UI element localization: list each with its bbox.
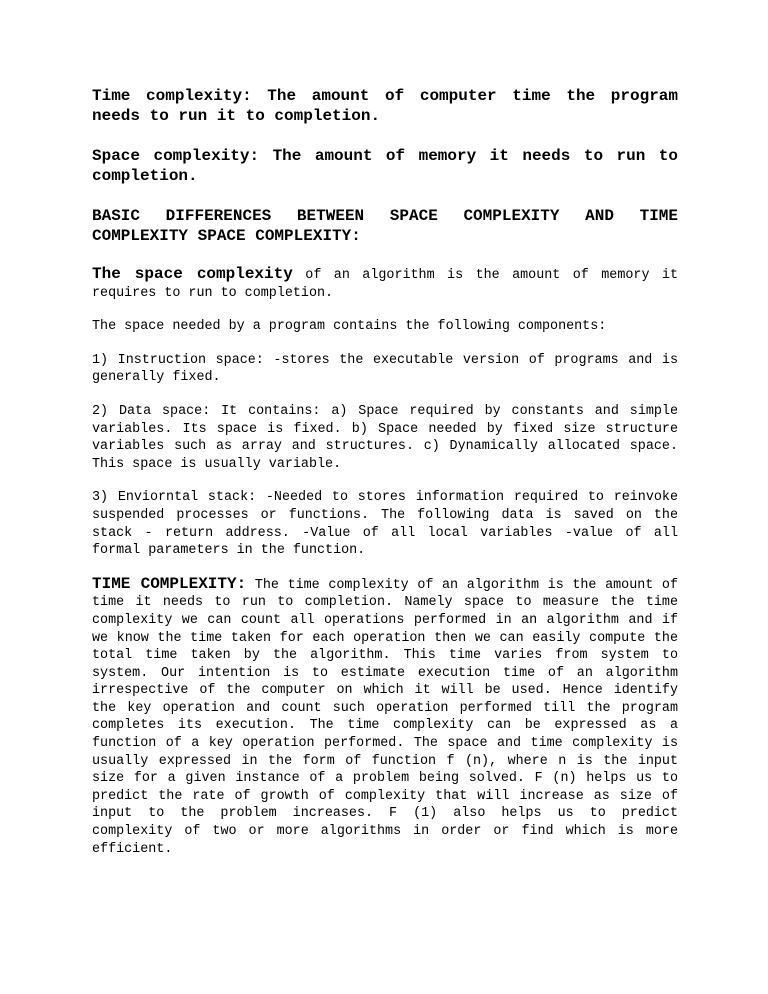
component-item-2: 2) Data space: It contains: a) Space required by constants and simple variables. Its space is fixed. b) Space needed by fixed size structure variables such as array and structures. c) Dynamically allocated space. This space is usually variable.	[92, 403, 678, 472]
space-complexity-paragraph	[92, 266, 678, 302]
space-complexity-definition: Space complexity: The amount of memory it needs to run to completion.	[92, 147, 678, 185]
document-page	[92, 86, 678, 858]
space-complexity-text: of an algorithm is the amount of memory it requires to run to completion.	[92, 268, 678, 301]
component-item-3: 3) Enviorntal stack: -Needed to stores information required to reinvoke suspended processes or functions. The following data is saved on the stack - return address. -Value of all local variables -value of all formal parameters in the function.	[92, 490, 678, 559]
components-intro: The space needed by a program contains the following components:	[92, 319, 607, 335]
time-complexity-text: The time complexity of an algorithm is the amount of time it needs to run to completion. Namely space to measure the time complexity we can count all operations performed in an algorithm and if we know the time taken for each operation then we can easily compute the total time taken by the algorithm. This time varies from system to system. Our intention is to estimate execution time of an algorithm irrespective of the computer on which it will be used. Hence identify the key operation and count such operation performed till the program completes its execution. The time complexity can be expressed as a function of a key operation performed. The space and time complexity is usually expressed in the form of function f (n), where n is the input size for a given instance of a problem being solved. F (n) helps us to predict the rate of growth of complexity that will increase as size of input to the problem increases. F (1) also helps us to predict complexity of two or more algorithms in order or find which is more efficient.	[92, 577, 678, 857]
time-complexity-definition: Time complexity: The amount of computer time the program needs to run it to completion.	[92, 87, 678, 125]
time-complexity-paragraph	[92, 576, 678, 859]
time-complexity-lead: TIME COMPLEXITY:	[92, 574, 247, 593]
space-complexity-lead: The space complexity	[92, 265, 293, 283]
differences-heading: BASIC DIFFERENCES BETWEEN SPACE COMPLEXITY AND TIME COMPLEXITY SPACE COMPLEXITY:	[92, 207, 678, 245]
component-item-1: 1) Instruction space: -stores the executable version of programs and is generally fixed.	[92, 352, 678, 386]
